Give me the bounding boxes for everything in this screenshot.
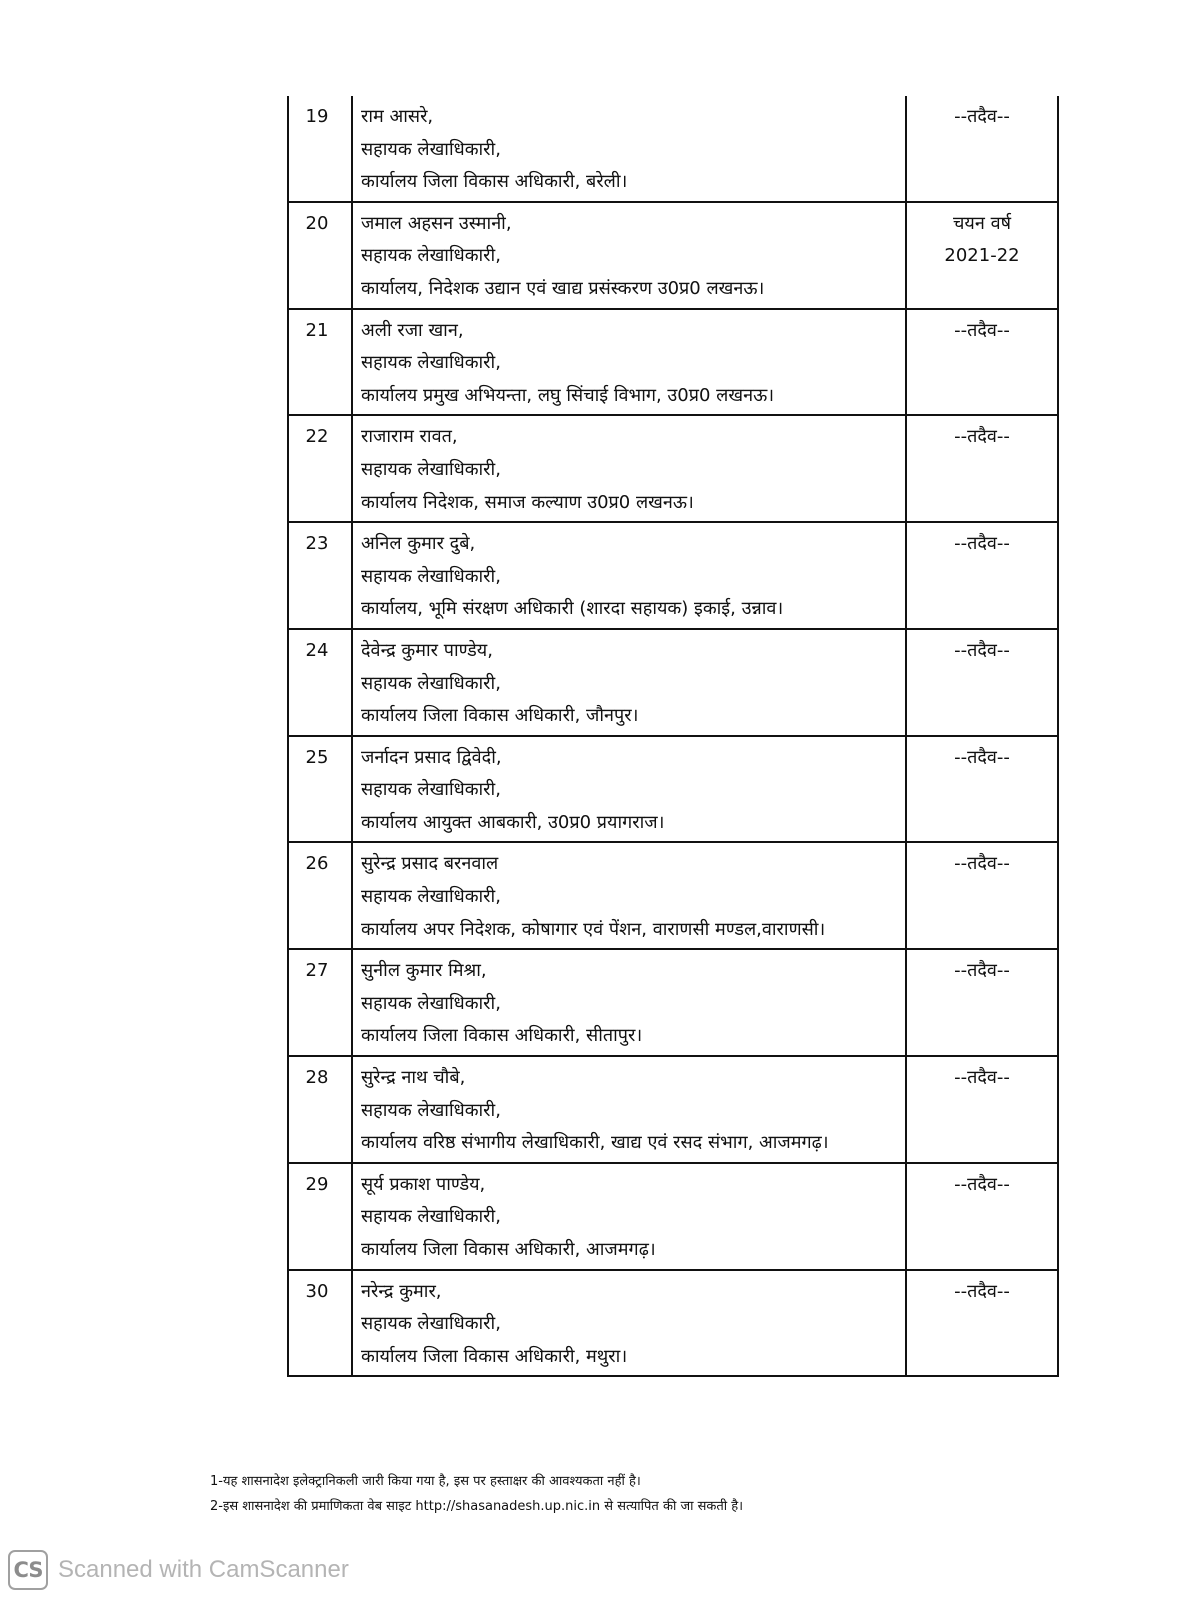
officer-office: कार्यालय अपर निदेशक, कोषागार एवं पेंशन, वाराणसी मण्डल,वाराणसी। (361, 918, 826, 940)
officer-designation: सहायक लेखाधिकारी, (361, 138, 501, 160)
serial-number: 27 (288, 949, 352, 1056)
officer-details (352, 522, 906, 629)
remark (906, 415, 1058, 522)
serial-number: 26 (288, 842, 352, 949)
table-row (288, 96, 1058, 202)
officer-details (352, 415, 906, 522)
officer-designation: सहायक लेखाधिकारी, (361, 1099, 501, 1121)
camscanner-logo-text: CS (13, 1558, 43, 1582)
remark-line: --तदैव-- (954, 533, 1010, 555)
table-row (288, 202, 1058, 309)
officers-table-body (288, 96, 1058, 1376)
remark (906, 842, 1058, 949)
remark (906, 96, 1058, 202)
serial-number: 23 (288, 522, 352, 629)
officer-name: राम आसरे, (361, 106, 434, 127)
table-row (288, 1163, 1058, 1270)
remark-line: --तदैव-- (954, 639, 1010, 661)
officer-office: कार्यालय प्रमुख अभियन्ता, लघु सिंचाई विभाग, उ0प्र0 लखनऊ। (361, 384, 775, 406)
remark (906, 202, 1058, 309)
officer-name: देवेन्द्र कुमार पाण्डेय, (361, 639, 493, 661)
remark-line: --तदैव-- (954, 853, 1010, 875)
officer-details (352, 736, 906, 843)
remark-line: --तदैव-- (954, 106, 1010, 127)
table-row (288, 949, 1058, 1056)
officer-name: सुरेन्द्र प्रसाद बरनवाल (361, 853, 499, 875)
officer-designation: सहायक लेखाधिकारी, (361, 352, 501, 374)
footnote-verification: 2-इस शासनादेश की प्रमाणिकता वेब साइट http://shasanadesh.up.nic.in से सत्यापित की जा सकती है। (210, 1499, 744, 1514)
officer-office: कार्यालय जिला विकास अधिकारी, आजमगढ़। (361, 1239, 656, 1260)
officer-details (352, 96, 906, 202)
officer-office: कार्यालय आयुक्त आबकारी, उ0प्र0 प्रयागराज। (361, 811, 665, 833)
table-row (288, 1056, 1058, 1163)
officer-office: कार्यालय, भूमि संरक्षण अधिकारी (शारदा सहायक) इकाई, उन्नाव। (361, 598, 784, 620)
officer-details (352, 629, 906, 736)
serial-number: 22 (288, 415, 352, 522)
officer-name: अली रजा खान, (361, 319, 464, 341)
officer-designation: सहायक लेखाधिकारी, (361, 565, 501, 587)
remark (906, 1056, 1058, 1163)
serial-number: 30 (288, 1270, 352, 1377)
officer-name: राजाराम रावत, (361, 426, 458, 448)
table-row (288, 309, 1058, 416)
table-row (288, 415, 1058, 522)
table-row (288, 629, 1058, 736)
footnote-electronic-issue: 1-यह शासनादेश इलेक्ट्रानिकली जारी किया गया है, इस पर हस्ताक्षर की आवश्यकता नहीं है। (210, 1474, 641, 1489)
officer-details (352, 1056, 906, 1163)
officer-designation: सहायक लेखाधिकारी, (361, 779, 501, 801)
remark-line: --तदैव-- (954, 746, 1010, 768)
remark-line: --तदैव-- (954, 319, 1010, 341)
officer-details (352, 949, 906, 1056)
remark-line: --तदैव-- (954, 960, 1010, 982)
remark-line: --तदैव-- (954, 1173, 1010, 1195)
serial-number: 20 (288, 202, 352, 309)
officer-name: सुरेन्द्र नाथ चौबे, (361, 1067, 466, 1089)
officer-designation: सहायक लेखाधिकारी, (361, 672, 501, 694)
table-row (288, 1270, 1058, 1377)
officer-designation: सहायक लेखाधिकारी, (361, 1313, 501, 1335)
remark-line: --तदैव-- (954, 1067, 1010, 1089)
officer-office: कार्यालय जिला विकास अधिकारी, बरेली। (361, 171, 628, 193)
officer-office: कार्यालय जिला विकास अधिकारी, सीतापुर। (361, 1025, 643, 1047)
remark-line: चयन वर्ष (953, 212, 1011, 234)
remark (906, 949, 1058, 1056)
serial-number: 24 (288, 629, 352, 736)
camscanner-watermark-text: Scanned with CamScanner (58, 1556, 349, 1583)
serial-number: 19 (288, 96, 352, 202)
officer-designation: सहायक लेखाधिकारी, (361, 245, 501, 267)
remark (906, 736, 1058, 843)
officer-office: कार्यालय, निदेशक उद्यान एवं खाद्य प्रसंस्करण उ0प्र0 लखनऊ। (361, 277, 765, 299)
officers-table (287, 96, 1059, 1377)
officer-name: सुनील कुमार मिश्रा, (361, 960, 487, 982)
serial-number: 28 (288, 1056, 352, 1163)
remark-line: --तदैव-- (954, 426, 1010, 448)
officer-name: नरेन्द्र कुमार, (361, 1280, 442, 1302)
remark (906, 1270, 1058, 1377)
officer-name: जमाल अहसन उस्मानी, (361, 212, 512, 234)
remark (906, 309, 1058, 416)
serial-number: 29 (288, 1163, 352, 1270)
table-row (288, 522, 1058, 629)
officer-details (352, 1163, 906, 1270)
camscanner-logo-icon (8, 1550, 48, 1590)
officer-designation: सहायक लेखाधिकारी, (361, 458, 501, 480)
officer-details (352, 202, 906, 309)
remark (906, 522, 1058, 629)
remark (906, 629, 1058, 736)
table-row (288, 842, 1058, 949)
remark-line: --तदैव-- (954, 1280, 1010, 1302)
officer-office: कार्यालय वरिष्ठ संभागीय लेखाधिकारी, खाद्य एवं रसद संभाग, आजमगढ़। (361, 1132, 829, 1154)
officer-details (352, 309, 906, 416)
officer-name: जर्नादन प्रसाद द्विवेदी, (361, 746, 502, 768)
officer-details (352, 1270, 906, 1377)
officer-designation: सहायक लेखाधिकारी, (361, 1206, 501, 1228)
serial-number: 25 (288, 736, 352, 843)
officer-name: सूर्य प्रकाश पाण्डेय, (361, 1173, 486, 1195)
officer-office: कार्यालय निदेशक, समाज कल्याण उ0प्र0 लखनऊ। (361, 491, 694, 513)
serial-number: 21 (288, 309, 352, 416)
remark-line: 2021-22 (944, 245, 1020, 267)
officer-office: कार्यालय जिला विकास अधिकारी, मथुरा। (361, 1345, 628, 1367)
camscanner-watermark (8, 1548, 349, 1592)
officer-designation: सहायक लेखाधिकारी, (361, 992, 501, 1014)
officer-office: कार्यालय जिला विकास अधिकारी, जौनपुर। (361, 705, 639, 727)
remark (906, 1163, 1058, 1270)
officer-name: अनिल कुमार दुबे, (361, 533, 476, 555)
officer-designation: सहायक लेखाधिकारी, (361, 886, 501, 908)
table-row (288, 736, 1058, 843)
officer-details (352, 842, 906, 949)
